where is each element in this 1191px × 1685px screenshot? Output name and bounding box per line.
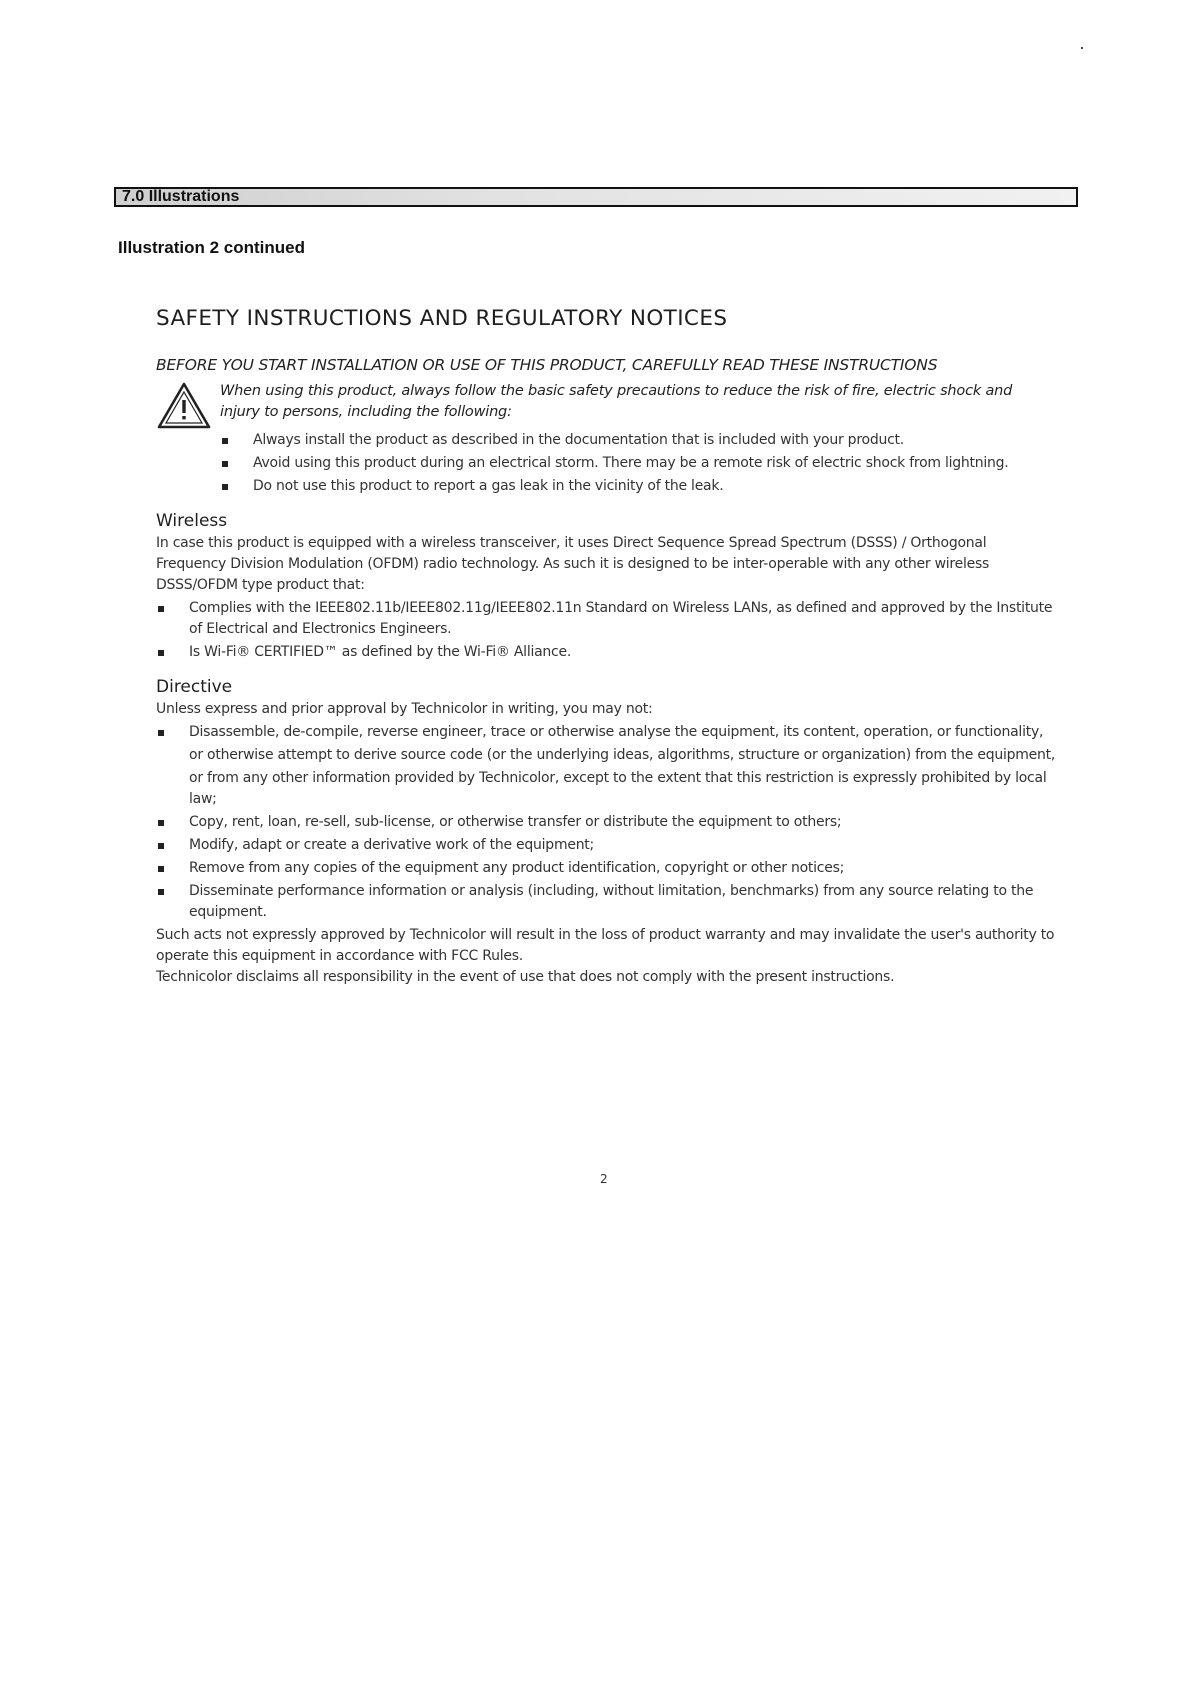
before-install-note: BEFORE YOU START INSTALLATION OR USE OF THIS PRODUCT, CAREFULLY READ THESE INSTRUCTIONS [156,356,938,374]
warning-triangle-icon [156,381,212,431]
list-item-continuation: or from any other information provided by Technicolor, except to the extent that this restriction is expressly prohibited by local law; [189,770,1047,807]
list-item: Complies with the IEEE802.11b/IEEE802.11g/IEEE802.11n Standard on Wireless LANs, as defined and approved by the Institute of Electrical and Electronics Engineers. [156,598,1056,640]
document-title: SAFETY INSTRUCTIONS AND REGULATORY NOTICES [156,306,728,331]
safety-warning [156,381,1056,423]
list-item: Always install the product as described in the documentation that is included with your product. [220,430,1056,451]
illustration-subtitle: Illustration 2 continued [118,238,306,257]
list-item: Is Wi-Fi® CERTIFIED™ as defined by the Wi-Fi® Alliance. [156,642,1056,663]
directive-heading: Directive [156,677,233,697]
document-content [156,306,1056,988]
list-item: Disseminate performance information or analysis (including, without limitation, benchmarks) from any source relating to the equipment. [156,881,1056,923]
directive-closing-disclaimer: Technicolor disclaims all responsibility in the event of use that does not comply with the present instructions. [156,969,895,985]
directive-list [156,722,1056,923]
list-item-continuation: or otherwise attempt to derive source code (or the underlying ideas, algorithms, structure or organization) from the equipment, [189,747,1056,763]
list-item: Modify, adapt or create a derivative work of the equipment; [156,835,1056,856]
warning-text: When using this product, always follow the basic safety precautions to reduce the risk of fire, electric shock and injury to persons, including the following: [220,383,1013,420]
list-item: Avoid using this product during an electrical storm. There may be a remote risk of electric shock from lightning. [220,453,1056,474]
directive-intro: Unless express and prior approval by Technicolor in writing, you may not: [156,701,653,717]
list-item: Copy, rent, loan, re-sell, sub-license, or otherwise transfer or distribute the equipment to others; [156,812,1056,833]
wireless-intro: In case this product is equipped with a wireless transceiver, it uses Direct Sequence Spread Spectrum (DSSS) / Orthogonal Frequency Division Modulation (OFDM) radio technology. As such it is designed to be inter-operable with any other wireless DSSS/OFDM type product that: [156,535,990,593]
wireless-heading: Wireless [156,511,228,531]
safety-precautions-list [156,430,1056,497]
list-item: Remove from any copies of the equipment any product identification, copyright or other notices; [156,858,1056,879]
section-label: 7.0 Illustrations [122,188,240,205]
list-item [156,722,1056,810]
section-header-bar [114,187,1078,207]
page-number: 2 [600,1172,608,1186]
list-item-text: Disassemble, de-compile, reverse engineer, trace or otherwise analyse the equipment, its content, operation, or functionality, [189,724,1044,740]
directive-closing-warranty: Such acts not expressly approved by Technicolor will result in the loss of product warranty and may invalidate the user's authority to operate this equipment in accordance with FCC Rules. [156,927,1055,964]
scan-speck [1081,47,1083,49]
wireless-list [156,598,1056,663]
list-item: Do not use this product to report a gas leak in the vicinity of the leak. [220,476,1056,497]
